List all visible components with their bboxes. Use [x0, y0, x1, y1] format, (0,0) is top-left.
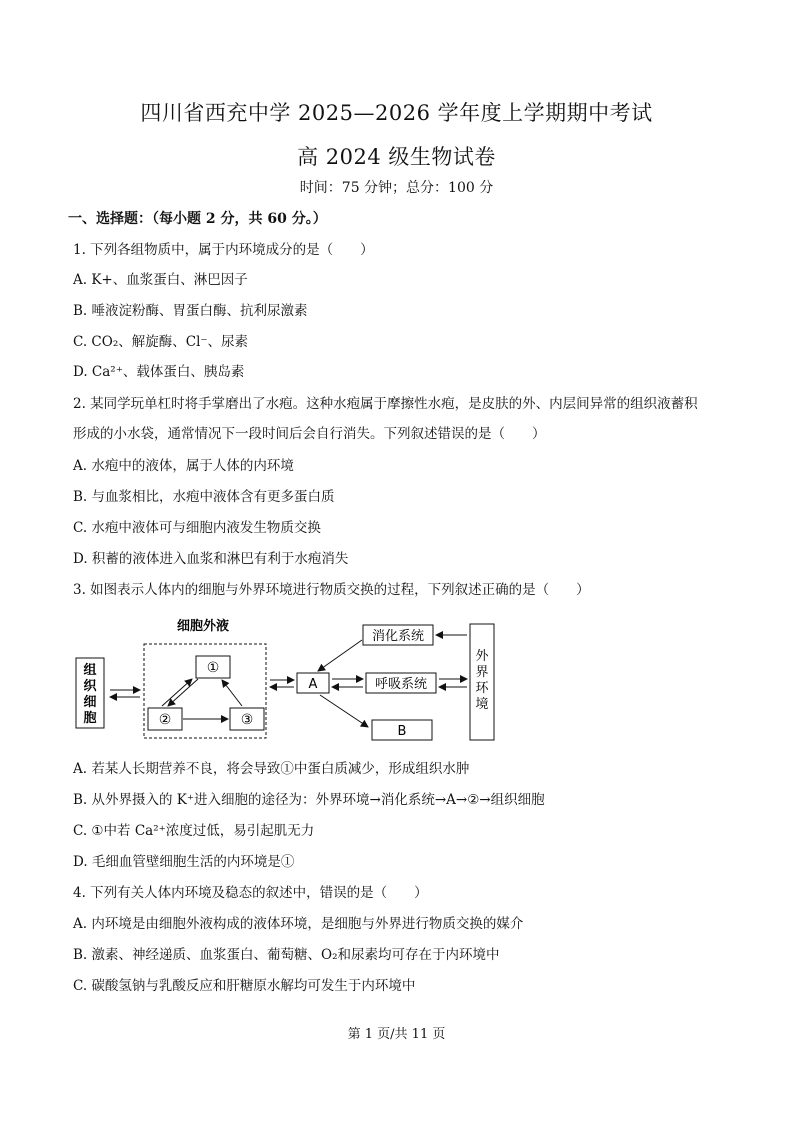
q2-option-c: C. 水疱中液体可与细胞内液发生物质交换	[73, 520, 321, 536]
q2-option-b: B. 与血浆相比，水疱中液体含有更多蛋白质	[73, 489, 335, 505]
q4-option-c: C. 碳酸氢钠与乳酸反应和肝糖原水解均可发生于内环境中	[73, 978, 416, 994]
exam-title: 四川省西充中学 2025—2026 学年度上学期期中考试	[140, 101, 653, 125]
section-heading: 一、选择题：（每小题 2 分，共 60 分。）	[68, 211, 327, 227]
node-1-label: ①	[206, 660, 220, 676]
q1-option-c: C. CO₂、解旋酶、Cl⁻、尿素	[73, 334, 249, 350]
q3-option-b: B. 从外界摄入的 K⁺进入细胞的途径为：外界环境→消化系统→A→②→组织细胞	[73, 792, 545, 808]
q3-option-c: C. ①中若 Ca²⁺浓度过低，易引起肌无力	[73, 823, 315, 839]
question-3-stem: 3. 如图表示人体内的细胞与外界环境进行物质交换的过程，下列叙述正确的是（ ）	[73, 582, 590, 598]
digestive-system-label: 消化系统	[371, 629, 425, 644]
tissue-cell-char-1: 组	[83, 663, 97, 678]
arrow-digestive-to-a	[318, 640, 362, 671]
exam-subtitle: 高 2024 级生物试卷	[297, 145, 496, 169]
respiratory-system-label: 呼吸系统	[374, 677, 428, 692]
extracellular-fluid-label: 细胞外液	[176, 619, 230, 634]
q3-option-a: A. 若某人长期营养不良，将会导致①中蛋白质减少，形成组织水肿	[73, 761, 470, 777]
tissue-cell-char-4: 胞	[83, 711, 97, 726]
arrow-3-to-1	[222, 680, 242, 706]
external-env-char-3: 环	[475, 681, 489, 696]
q1-option-a: A. K+、血浆蛋白、淋巴因子	[73, 272, 248, 288]
question-2-stem-cont: 形成的小水袋，通常情况下一段时间后会自行消失。下列叙述错误的是（ ）	[73, 426, 546, 442]
q1-option-b: B. 唾液淀粉酶、胃蛋白酶、抗利尿激素	[73, 303, 308, 319]
question-4-stem: 4. 下列有关人体内环境及稳态的叙述中，错误的是（ ）	[73, 885, 428, 901]
question-2-stem: 2. 某同学玩单杠时将手掌磨出了水疱。这种水疱属于摩擦性水疱，是皮肤的外、内层间异常的组织液蓄积	[73, 396, 698, 412]
q4-option-b: B. 激素、神经递质、血浆蛋白、葡萄糖、O₂和尿素均可存在于内环境中	[73, 947, 500, 963]
external-env-char-1: 外	[475, 649, 489, 664]
question-1-stem: 1. 下列各组物质中，属于内环境成分的是（ ）	[73, 242, 374, 258]
q2-option-d: D. 积蓄的液体进入血浆和淋巴有利于水疱消失	[73, 551, 349, 567]
q4-option-a: A. 内环境是由细胞外液构成的液体环境，是细胞与外界进行物质交换的媒介	[73, 916, 524, 932]
node-b-label: B	[397, 724, 407, 739]
node-a-label: A	[308, 677, 318, 692]
arrow-2-to-1	[162, 679, 192, 706]
arrow-1-to-2	[168, 679, 198, 706]
node-3-label: ③	[240, 712, 254, 728]
tissue-cell-char-2: 织	[83, 679, 97, 694]
external-env-char-2: 界	[475, 665, 489, 680]
q1-option-d: D. Ca²⁺、载体蛋白、胰岛素	[73, 364, 245, 380]
q3-option-d: D. 毛细血管壁细胞生活的内环境是①	[73, 854, 295, 870]
tissue-cell-char-3: 细	[83, 695, 97, 710]
external-env-char-4: 境	[475, 697, 489, 712]
exam-info: 时间：75 分钟；总分：100 分	[299, 180, 494, 196]
node-2-label: ②	[158, 712, 172, 728]
q2-option-a: A. 水疱中的液体，属于人体的内环境	[73, 458, 294, 474]
page-footer: 第 1 页/共 11 页	[347, 1027, 446, 1042]
exchange-diagram	[70, 612, 530, 752]
arrow-a-to-b	[320, 695, 368, 727]
